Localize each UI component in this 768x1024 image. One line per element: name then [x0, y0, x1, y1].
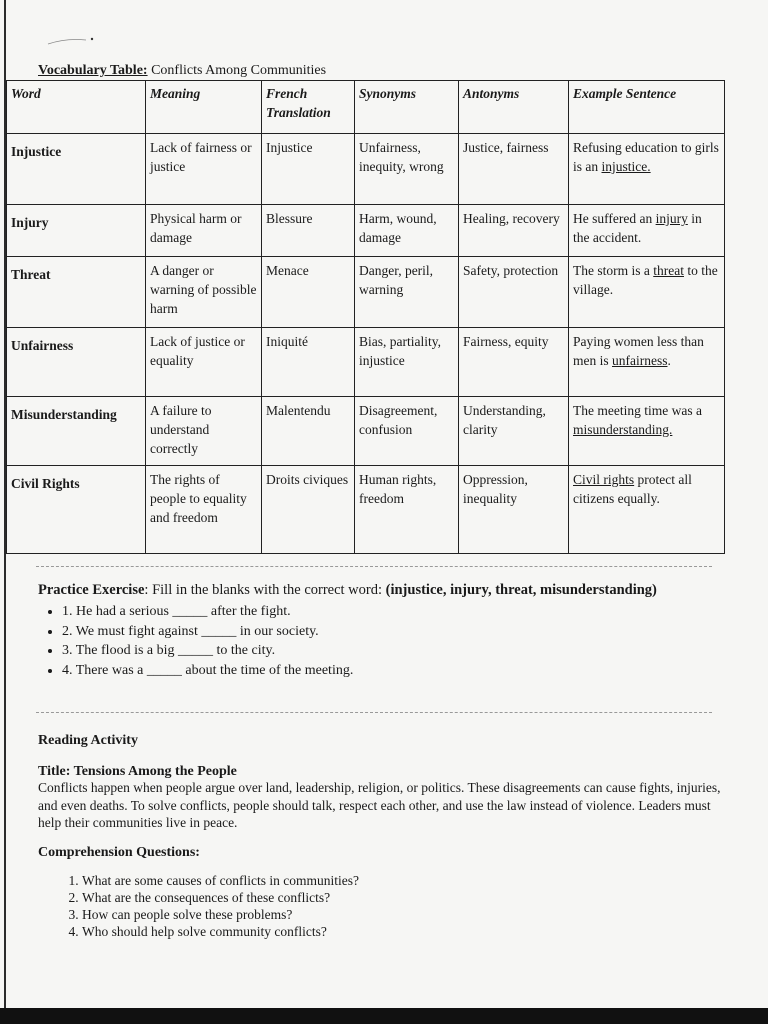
cell-antonyms: Justice, fairness [459, 134, 569, 205]
table-row [7, 205, 725, 257]
cell-synonyms: Unfairness, inequity, wrong [355, 134, 459, 205]
comprehension-heading: Comprehension Questions: [38, 845, 200, 860]
cell-synonyms: Harm, wound, damage [355, 205, 459, 257]
table-row [7, 328, 725, 397]
cell-example [569, 134, 725, 205]
cell-french: Injustice [262, 134, 355, 205]
cell-meaning: The rights of people to equality and freedom [146, 466, 262, 554]
header-french: French Translation [262, 81, 355, 134]
cell-synonyms: Bias, partiality, injustice [355, 328, 459, 397]
cell-antonyms: Healing, recovery [459, 205, 569, 257]
cell-word: Civil Rights [7, 466, 146, 554]
cell-word: Threat [7, 257, 146, 328]
cell-example [569, 397, 725, 466]
cell-synonyms: Human rights, freedom [355, 466, 459, 554]
cell-french: Menace [262, 257, 355, 328]
list-item: • 2. We must fight against _____ in our society. [62, 622, 728, 642]
table-row [7, 466, 725, 554]
vocab-caption-label: Vocabulary Table: [38, 63, 148, 78]
vocab-caption-topic: Conflicts Among Communities [151, 63, 327, 78]
cell-synonyms: Danger, peril, warning [355, 257, 459, 328]
example-pre: The storm is a [573, 263, 654, 278]
practice-word-bank: (injustice, injury, threat, misunderstanding) [385, 582, 657, 598]
cell-example [569, 466, 725, 554]
list-item: 3. How can people solve these problems? [82, 906, 682, 923]
reading-passage: Conflicts happen when people argue over land, leadership, religion, or politics. These disagreements can cause fights, injuries, and even deaths. To solve conflicts, people should talk, respect each other, and use the law instead of violence. Leaders must help their communities live in peace. [38, 780, 721, 830]
example-post: to the village. [573, 263, 718, 297]
cell-french: Droits civiques [262, 466, 355, 554]
table-header-row [7, 81, 725, 134]
example-pre: The meeting time was a [573, 403, 702, 418]
example-term: injustice. [601, 159, 651, 174]
example-term: Civil rights [573, 472, 635, 487]
practice-text: : Fill in the blanks with the correct word: [144, 582, 386, 598]
practice-exercise [38, 580, 728, 680]
header-meaning: Meaning [146, 81, 262, 134]
header-synonyms: Synonyms [355, 81, 459, 134]
cell-synonyms: Disagreement, confusion [355, 397, 459, 466]
cell-word: Unfairness [7, 328, 146, 397]
vocab-table-caption [38, 63, 326, 79]
example-term: misunderstanding. [573, 422, 673, 437]
pen-mark [46, 36, 98, 46]
cell-example [569, 205, 725, 257]
list-item: • 4. There was a _____ about the time of the meeting. [62, 661, 728, 681]
example-post: protect all citizens equally. [573, 472, 692, 506]
vocabulary-table [6, 80, 725, 554]
cell-french: Blessure [262, 205, 355, 257]
example-pre: Paying women less than men is [573, 334, 704, 368]
practice-label: Practice Exercise [38, 582, 145, 598]
cell-antonyms: Understanding, clarity [459, 397, 569, 466]
section-divider [36, 712, 712, 713]
list-item: • 3. The flood is a big _____ to the city. [62, 641, 728, 661]
cell-meaning: A danger or warning of possible harm [146, 257, 262, 328]
table-row [7, 134, 725, 205]
example-post: in the accident. [573, 211, 702, 245]
example-term: injury [655, 211, 688, 226]
example-term: unfairness [612, 353, 668, 368]
cell-word: Injustice [7, 134, 146, 205]
list-item: • 1. He had a serious _____ after the fight. [62, 602, 728, 622]
list-item: 2. What are the consequences of these conflicts? [82, 889, 682, 906]
cell-antonyms: Safety, protection [459, 257, 569, 328]
cell-example [569, 328, 725, 397]
comprehension-questions [58, 872, 682, 940]
table-row [7, 397, 725, 466]
example-pre: Refusing education to girls is an [573, 140, 719, 174]
list-item: 1. What are some causes of conflicts in communities? [82, 872, 682, 889]
cell-meaning: Lack of justice or equality [146, 328, 262, 397]
practice-list [38, 602, 728, 680]
cell-antonyms: Oppression, inequality [459, 466, 569, 554]
section-divider [36, 566, 712, 567]
header-word: Word [7, 81, 146, 134]
reading-activity-heading: Reading Activity [38, 733, 138, 748]
cell-meaning: Physical harm or damage [146, 205, 262, 257]
list-item: 4. Who should help solve community conflicts? [82, 923, 682, 940]
cell-meaning: Lack of fairness or justice [146, 134, 262, 205]
example-pre: He suffered an [573, 211, 656, 226]
practice-instructions [38, 580, 728, 600]
cell-french: Malentendu [262, 397, 355, 466]
header-example: Example Sentence [569, 81, 725, 134]
reading-title: Title: Tensions Among the People [38, 764, 237, 779]
table-row [7, 257, 725, 328]
cell-meaning: A failure to understand correctly [146, 397, 262, 466]
cell-french: Iniquité [262, 328, 355, 397]
scan-bottom-edge [0, 1008, 768, 1024]
cell-antonyms: Fairness, equity [459, 328, 569, 397]
cell-word: Injury [7, 205, 146, 257]
example-post: . [667, 353, 671, 368]
header-antonyms: Antonyms [459, 81, 569, 134]
example-term: threat [653, 263, 684, 278]
cell-word: Misunderstanding [7, 397, 146, 466]
cell-example [569, 257, 725, 328]
